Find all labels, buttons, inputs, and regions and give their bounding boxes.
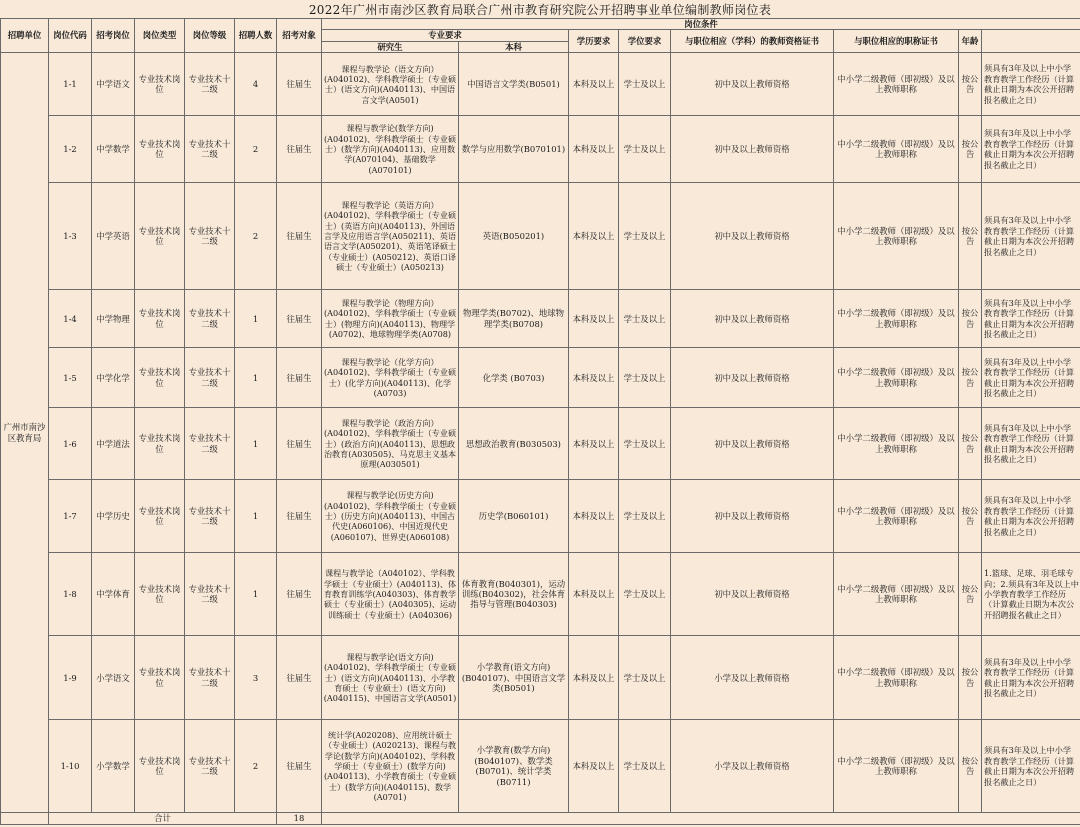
remark: 须具有3年及以上中小学教育教学工作经历（计算截止日期为本次公开招聘报名截止之日）	[982, 290, 1080, 348]
hire-count: 2	[235, 116, 277, 183]
position-grade: 专业技术十二级	[185, 53, 235, 116]
total-label: 合计	[49, 813, 277, 824]
header-target: 招考对象	[277, 19, 322, 53]
table-row	[1, 720, 1080, 813]
professional-title-requirement: 中小学二级教师（即初级）及以上教师职称	[834, 636, 959, 720]
header-code: 岗位代码	[49, 19, 92, 53]
age-requirement: 按公告	[959, 290, 982, 348]
header-title-cert: 与职位相应的职称证书	[834, 30, 959, 53]
table-body	[1, 53, 1080, 824]
target-group: 往届生	[277, 290, 322, 348]
education-requirement: 本科及以上	[569, 348, 619, 408]
position-type: 专业技术岗位	[135, 553, 185, 636]
remark: 须具有3年及以上中小学教育教学工作经历（计算截止日期为本次公开招聘报名截止之日）	[982, 183, 1080, 290]
position-name: 中学体育	[92, 553, 135, 636]
age-requirement: 按公告	[959, 480, 982, 553]
table-row	[1, 480, 1080, 553]
header-undergrad: 本科	[459, 41, 569, 52]
degree-requirement: 学士及以上	[619, 636, 671, 720]
position-type: 专业技术岗位	[135, 116, 185, 183]
header-education: 学历要求	[569, 30, 619, 53]
header-unit: 招聘单位	[1, 19, 49, 53]
remark: 须具有3年及以上中小学教育教学工作经历（计算截止日期为本次公开招聘报名截止之日）	[982, 636, 1080, 720]
undergrad-major-requirement: 体育教育(B040301)，运动训练(B040302)，社会体育指导与管理(B040303)	[459, 553, 569, 636]
target-group: 往届生	[277, 636, 322, 720]
professional-title-requirement: 中小学二级教师（即初级）及以上教师职称	[834, 53, 959, 116]
professional-title-requirement: 中小学二级教师（即初级）及以上教师职称	[834, 480, 959, 553]
position-code: 1-8	[49, 553, 92, 636]
teacher-certificate-requirement: 初中及以上教师资格	[671, 480, 834, 553]
hire-count: 4	[235, 53, 277, 116]
degree-requirement: 学士及以上	[619, 53, 671, 116]
professional-title-requirement: 中小学二级教师（即初级）及以上教师职称	[834, 116, 959, 183]
graduate-major-requirement: 课程与教学论（物理方向）(A040102)、学科教学硕士（专业硕士）(物理方向)(A040113)、物理学(A0702)、地球物理学类(A0708)	[322, 290, 459, 348]
position-type: 专业技术岗位	[135, 183, 185, 290]
header-type: 岗位类型	[135, 19, 185, 53]
position-name: 中学化学	[92, 348, 135, 408]
positions-table	[0, 18, 1080, 825]
education-requirement: 本科及以上	[569, 290, 619, 348]
table-row	[1, 183, 1080, 290]
education-requirement: 本科及以上	[569, 116, 619, 183]
degree-requirement: 学士及以上	[619, 553, 671, 636]
table-row	[1, 408, 1080, 480]
position-name: 中学语文	[92, 53, 135, 116]
header-cert: 与职位相应（学科）的教师资格证书	[671, 30, 834, 53]
undergrad-major-requirement: 小学教育(语文方向)(B040107)、中国语言文学类(B0501)	[459, 636, 569, 720]
position-grade: 专业技术十二级	[185, 480, 235, 553]
recruiting-unit: 广州市南沙区教育局	[1, 53, 49, 813]
teacher-certificate-requirement: 初中及以上教师资格	[671, 348, 834, 408]
target-group: 往届生	[277, 408, 322, 480]
hire-count: 3	[235, 636, 277, 720]
position-type: 专业技术岗位	[135, 290, 185, 348]
position-grade: 专业技术十二级	[185, 720, 235, 813]
target-group: 往届生	[277, 348, 322, 408]
age-requirement: 按公告	[959, 553, 982, 636]
position-type: 专业技术岗位	[135, 480, 185, 553]
teacher-certificate-requirement: 初中及以上教师资格	[671, 183, 834, 290]
remark: 须具有3年及以上中小学教育教学工作经历（计算截止日期为本次公开招聘报名截止之日）	[982, 720, 1080, 813]
header-count: 招聘人数	[235, 19, 277, 53]
degree-requirement: 学士及以上	[619, 408, 671, 480]
professional-title-requirement: 中小学二级教师（即初级）及以上教师职称	[834, 408, 959, 480]
graduate-major-requirement: 课程与教学论（A040102）、学科教学硕士（专业硕士）(A040113)、体育教育训练学(A040303)、体育教学硕士（专业硕士）(A040305)、运动训练硕士（专业硕士）(A040306)	[322, 553, 459, 636]
table-row	[1, 290, 1080, 348]
education-requirement: 本科及以上	[569, 53, 619, 116]
position-name: 小学语文	[92, 636, 135, 720]
undergrad-major-requirement: 中国语言文学类(B0501)	[459, 53, 569, 116]
target-group: 往届生	[277, 53, 322, 116]
degree-requirement: 学士及以上	[619, 183, 671, 290]
hire-count: 1	[235, 480, 277, 553]
education-requirement: 本科及以上	[569, 636, 619, 720]
remark: 1.篮球、足球、羽毛球专向；2.须具有3年及以上中小学教育教学工作经历（计算截止日期为本次公开招聘报名截止之日）	[982, 553, 1080, 636]
professional-title-requirement: 中小学二级教师（即初级）及以上教师职称	[834, 290, 959, 348]
undergrad-major-requirement: 思想政治教育(B030503)	[459, 408, 569, 480]
age-requirement: 按公告	[959, 348, 982, 408]
age-requirement: 按公告	[959, 53, 982, 116]
age-requirement: 按公告	[959, 116, 982, 183]
position-grade: 专业技术十二级	[185, 553, 235, 636]
remark: 须具有3年及以上中小学教育教学工作经历（计算截止日期为本次公开招聘报名截止之日）	[982, 480, 1080, 553]
graduate-major-requirement: 统计学(A020208)、应用统计硕士（专业硕士）(A020213)、课程与教学论(数学方向)(A040102)、学科教学硕士（专业硕士）(数学方向)(A040113)、小学教育硕士（专业硕士）(数学方向)(A040115)、数学(A0701)	[322, 720, 459, 813]
position-grade: 专业技术十二级	[185, 348, 235, 408]
age-requirement: 按公告	[959, 636, 982, 720]
position-code: 1-3	[49, 183, 92, 290]
remark: 须具有3年及以上中小学教育教学工作经历（计算截止日期为本次公开招聘报名截止之日）	[982, 116, 1080, 183]
teacher-certificate-requirement: 初中及以上教师资格	[671, 408, 834, 480]
target-group: 往届生	[277, 720, 322, 813]
position-type: 专业技术岗位	[135, 720, 185, 813]
position-grade: 专业技术十二级	[185, 290, 235, 348]
table-row	[1, 553, 1080, 636]
education-requirement: 本科及以上	[569, 553, 619, 636]
position-name: 中学历史	[92, 480, 135, 553]
undergrad-major-requirement: 英语(B050201)	[459, 183, 569, 290]
teacher-certificate-requirement: 初中及以上教师资格	[671, 116, 834, 183]
position-grade: 专业技术十二级	[185, 116, 235, 183]
hire-count: 1	[235, 553, 277, 636]
table-title: 2022年广州市南沙区教育局联合广州市教育研究院公开招聘事业单位编制教师岗位表	[308, 3, 772, 17]
teacher-certificate-requirement: 初中及以上教师资格	[671, 290, 834, 348]
degree-requirement: 学士及以上	[619, 290, 671, 348]
header-graduate: 研究生	[322, 41, 459, 52]
position-code: 1-4	[49, 290, 92, 348]
undergrad-major-requirement: 历史学(B060101)	[459, 480, 569, 553]
position-grade: 专业技术十二级	[185, 636, 235, 720]
professional-title-requirement: 中小学二级教师（即初级）及以上教师职称	[834, 348, 959, 408]
degree-requirement: 学士及以上	[619, 348, 671, 408]
header-conditions: 岗位条件	[322, 19, 1080, 30]
position-type: 专业技术岗位	[135, 636, 185, 720]
table-row	[1, 348, 1080, 408]
table-row	[1, 116, 1080, 183]
position-name: 中学物理	[92, 290, 135, 348]
education-requirement: 本科及以上	[569, 408, 619, 480]
table-row	[1, 53, 1080, 116]
position-name: 小学数学	[92, 720, 135, 813]
hire-count: 1	[235, 290, 277, 348]
remark: 须具有3年及以上中小学教育教学工作经历（计算截止日期为本次公开招聘报名截止之日）	[982, 53, 1080, 116]
total-filler	[322, 813, 1080, 824]
position-name: 中学数学	[92, 116, 135, 183]
remark: 须具有3年及以上中小学教育教学工作经历（计算截止日期为本次公开招聘报名截止之日）	[982, 348, 1080, 408]
teacher-certificate-requirement: 初中及以上教师资格	[671, 53, 834, 116]
position-code: 1-9	[49, 636, 92, 720]
position-code: 1-10	[49, 720, 92, 813]
professional-title-requirement: 中小学二级教师（即初级）及以上教师职称	[834, 183, 959, 290]
graduate-major-requirement: 课程与教学论（语文方向）(A040102)、学科教学硕士（专业硕士）(语文方向)(A040113)、中国语言文学(A0501)	[322, 53, 459, 116]
header-degree: 学位要求	[619, 30, 671, 53]
age-requirement: 按公告	[959, 183, 982, 290]
header-post: 招考岗位	[92, 19, 135, 53]
position-code: 1-2	[49, 116, 92, 183]
hire-count: 2	[235, 183, 277, 290]
education-requirement: 本科及以上	[569, 183, 619, 290]
position-name: 中学道法	[92, 408, 135, 480]
degree-requirement: 学士及以上	[619, 116, 671, 183]
graduate-major-requirement: 课程与教学论（政治方向）(A040102)、学科教学硕士（专业硕士）(政治方向)(A040113)、思想政治教育(A030505)、马克思主义基本原理(A030501)	[322, 408, 459, 480]
position-code: 1-5	[49, 348, 92, 408]
degree-requirement: 学士及以上	[619, 480, 671, 553]
education-requirement: 本科及以上	[569, 480, 619, 553]
hire-count: 1	[235, 408, 277, 480]
header-grade: 岗位等级	[185, 19, 235, 53]
target-group: 往届生	[277, 183, 322, 290]
hire-count: 1	[235, 348, 277, 408]
undergrad-major-requirement: 小学教育(数学方向)(B040107)、数学类(B0701)、统计学类(B0711)	[459, 720, 569, 813]
position-type: 专业技术岗位	[135, 348, 185, 408]
header-age: 年龄	[959, 30, 982, 53]
professional-title-requirement: 中小学二级教师（即初级）及以上教师职称	[834, 720, 959, 813]
target-group: 往届生	[277, 480, 322, 553]
table-row	[1, 636, 1080, 720]
position-type: 专业技术岗位	[135, 53, 185, 116]
position-code: 1-6	[49, 408, 92, 480]
graduate-major-requirement: 课程与教学论(历史方向)(A040102)、学科教学硕士（专业硕士）(历史方向)(A040113)、中国古代史(A060106)、中国近现代史(A060107)、世界史(A060108)	[322, 480, 459, 553]
age-requirement: 按公告	[959, 408, 982, 480]
position-code: 1-7	[49, 480, 92, 553]
position-type: 专业技术岗位	[135, 408, 185, 480]
remark: 须具有3年及以上中小学教育教学工作经历（计算截止日期为本次公开招聘报名截止之日）	[982, 408, 1080, 480]
graduate-major-requirement: 课程与教学论（化学方向）(A040102)、学科教学硕士（专业硕士）(化学方向)(A040113)、化学(A0703)	[322, 348, 459, 408]
position-name: 中学英语	[92, 183, 135, 290]
graduate-major-requirement: 课程与教学论(语文方向)(A040102)、学科教学硕士（专业硕士）(语文方向)(A040113)、小学教育硕士（专业硕士）(语文方向)(A040115)、中国语言文学(A0501)	[322, 636, 459, 720]
position-code: 1-1	[49, 53, 92, 116]
graduate-major-requirement: 课程与教学论（英语方向）(A040102)、学科教学硕士（专业硕士）(英语方向)(A040113)、外国语言学及应用语言学(A050211)、英语语言文学(A050201)、英语笔译硕士（专业硕士）(A050212)、英语口译硕士（专业硕士）(A050213)	[322, 183, 459, 290]
teacher-certificate-requirement: 小学及以上教师资格	[671, 720, 834, 813]
total-row	[1, 813, 1080, 824]
undergrad-major-requirement: 化学类 (B0703)	[459, 348, 569, 408]
position-grade: 专业技术十二级	[185, 183, 235, 290]
teacher-certificate-requirement: 小学及以上教师资格	[671, 636, 834, 720]
undergrad-major-requirement: 数学与应用数学(B070101)	[459, 116, 569, 183]
hire-count: 2	[235, 720, 277, 813]
professional-title-requirement: 中小学二级教师（即初级）及以上教师职称	[834, 553, 959, 636]
total-unit-cell	[1, 813, 49, 824]
undergrad-major-requirement: 物理学类(B0702)、地球物理学类(B0708)	[459, 290, 569, 348]
target-group: 往届生	[277, 553, 322, 636]
position-grade: 专业技术十二级	[185, 408, 235, 480]
degree-requirement: 学士及以上	[619, 720, 671, 813]
target-group: 往届生	[277, 116, 322, 183]
teacher-certificate-requirement: 初中及以上教师资格	[671, 553, 834, 636]
header-major: 专业要求	[322, 30, 569, 41]
age-requirement: 按公告	[959, 720, 982, 813]
education-requirement: 本科及以上	[569, 720, 619, 813]
total-count: 18	[277, 813, 322, 824]
graduate-major-requirement: 课程与教学论(数学方向)(A040102)、学科教学硕士（专业硕士）(数学方向)(A040113)、应用数学(A070104)、基础数学(A070101)	[322, 116, 459, 183]
